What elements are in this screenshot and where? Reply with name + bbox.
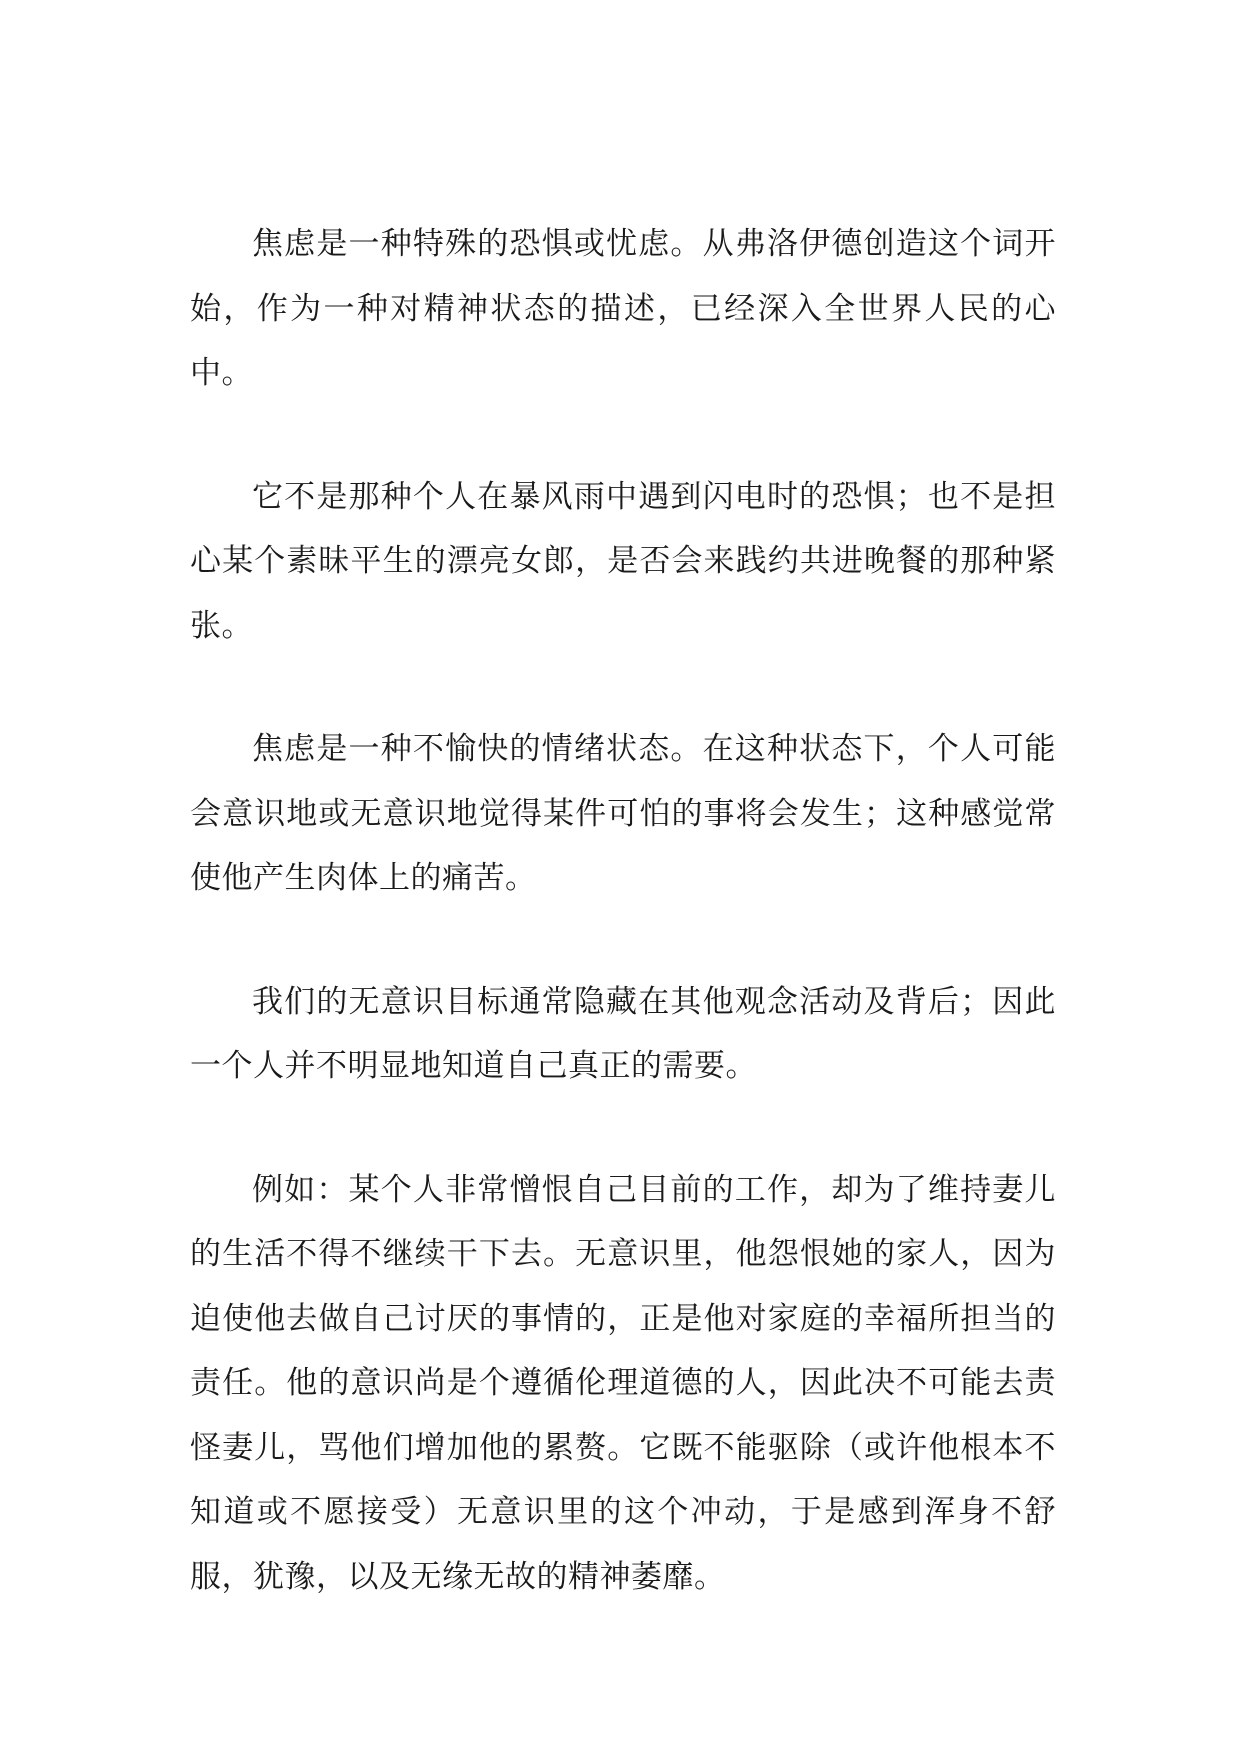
paragraph-5: 例如：某个人非常憎恨自己目前的工作，却为了维持妻儿的生活不得不继续干下去。无意识里，他怨恨她的家人，因为迫使他去做自己讨厌的事情的，正是他对家庭的幸福所担当的责任。他的意识尚是个遵循伦理道德的人，因此决不可能去责怪妻儿，骂他们增加他的累赘。它既不能驱除（或许他根本不知道或不愿接受）无意识里的这个冲动，于是感到浑身不舒服，犹豫，以及无缘无故的精神萎靡。: [190, 1171, 1056, 1595]
paragraph-2: 它不是那种个人在暴风雨中遇到闪电时的恐惧；也不是担心某个素昧平生的漂亮女郎，是否会来践约共进晚餐的那种紧张。: [190, 478, 1056, 644]
document-page: [190, 212, 1056, 1668]
paragraph-4: 我们的无意识目标通常隐藏在其他观念活动及背后；因此一个人并不明显地知道自己真正的需要。: [190, 983, 1056, 1084]
paragraph-1: 焦虑是一种特殊的恐惧或忧虑。从弗洛伊德创造这个词开始，作为一种对精神状态的描述，已经深入全世界人民的心中。: [190, 226, 1056, 391]
paragraph-3: 焦虑是一种不愉快的情绪状态。在这种状态下，个人可能会意识地或无意识地觉得某件可怕的事将会发生；这种感觉常使他产生肉体上的痛苦。: [190, 731, 1056, 896]
